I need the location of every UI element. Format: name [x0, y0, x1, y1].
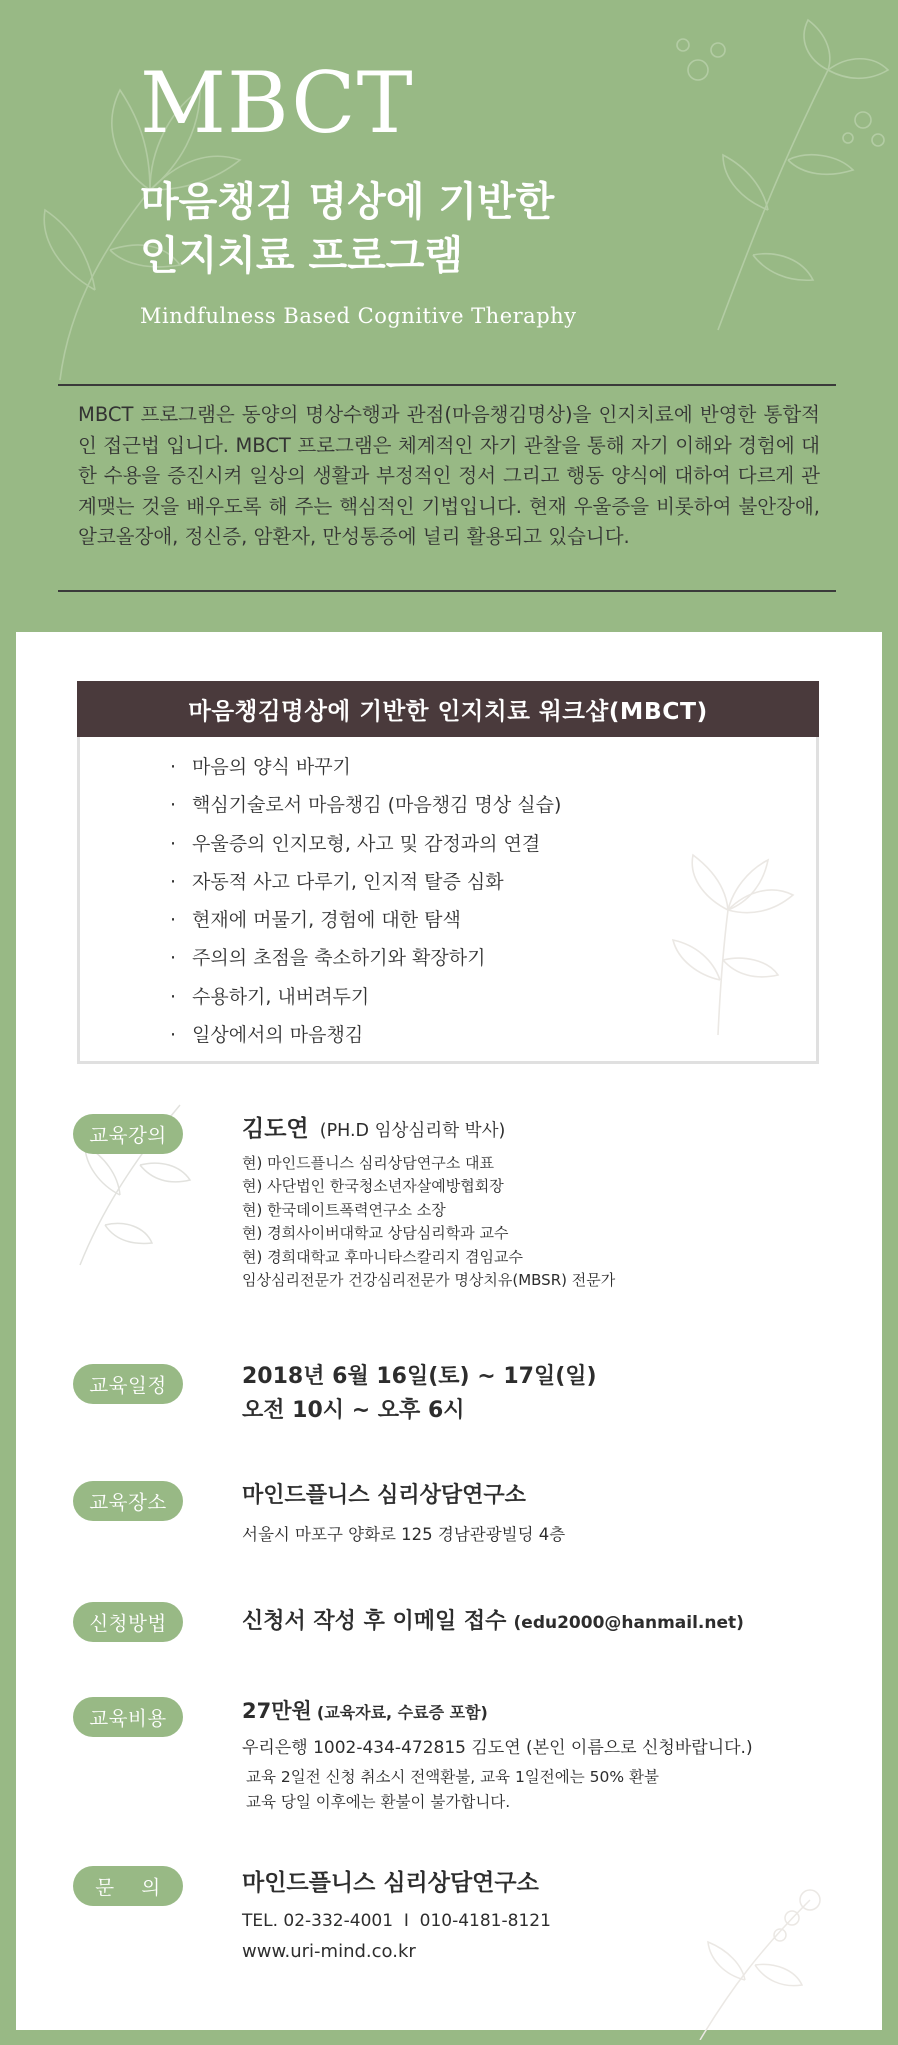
- workshop-item: [170, 939, 561, 977]
- herb-decoration-icon: [658, 10, 898, 340]
- workshop-item: [170, 748, 561, 786]
- subtitle-line-1: 마음챙김 명상에 기반한: [140, 178, 555, 225]
- cost-refund-1: 교육 2일전 신청 취소시 전액환불, 교육 1일전에는 50% 환불: [246, 1768, 659, 1786]
- intro-text: MBCT 프로그램은 동양의 명상수행과 관점(마음챙김명상)을 인지치료에 반영한 통합적인 접근법 입니다. MBCT 프로그램은 체계적인 자기 관찰을 통해 자기 이해와 경험에 대한 수용을 증진시켜 일상의 생활과 부정적인 정서 그리고 행동 양식에 대하여 다르게 관계맺는 것을 배우도록 해 주는 핵심적인 기법입니다. 현재 우울증을 비롯하여 불안장애, 알코올장애, 정신증, 암환자, 만성통증에 널리 활용되고 있습니다.: [78, 403, 820, 548]
- workshop-item-text: 현재에 머물기, 경험에 대한 탐색: [192, 909, 461, 932]
- workshop-item: [170, 1016, 561, 1054]
- cost-price-note: (교육자료, 수료증 포함): [316, 1703, 488, 1722]
- bullet: ·: [170, 909, 177, 932]
- contact-label: 문 의: [73, 1866, 183, 1906]
- career-item: 현) 한국데이트폭력연구소 소장: [242, 1200, 446, 1219]
- career-item: 임상심리전문가 건강심리전문가 명상치유(MBSR) 전문가: [242, 1271, 616, 1290]
- schedule-date: 2018년 6월 16일(토) ~ 17일(일): [242, 1364, 597, 1389]
- workshop-item: [170, 786, 561, 824]
- location-address: 서울시 마포구 양화로 125 경남관광빌딩 4층: [242, 1525, 566, 1544]
- workshop-item: [170, 863, 561, 901]
- location-name: 마인드플니스 심리상담연구소: [242, 1483, 526, 1508]
- contact-website[interactable]: www.uri-mind.co.kr: [242, 1941, 416, 1962]
- workshop-item-text: 자동적 사고 다루기, 인지적 탈증 심화: [192, 870, 504, 893]
- cost-section: [242, 1695, 753, 1815]
- cost-price: 27만원: [242, 1699, 312, 1723]
- bullet: ·: [170, 985, 177, 1008]
- workshop-title: 마음챙김명상에 기반한 인지치료 워크샵(MBCT): [77, 681, 819, 737]
- divider-bottom: [58, 590, 836, 592]
- workshop-item-text: 우울증의 인지모형, 사고 및 감정과의 연결: [192, 832, 541, 855]
- instructor-career-list: [242, 1152, 615, 1292]
- bullet: ·: [170, 1024, 177, 1047]
- instructor-degree: (PH.D 임상심리학 박사): [319, 1121, 506, 1141]
- apply-text: 신청서 작성 후 이메일 접수: [242, 1609, 507, 1634]
- workshop-item: [170, 825, 561, 863]
- page-title: MBCT: [140, 54, 414, 152]
- workshop-item: [170, 901, 561, 939]
- workshop-item-text: 핵심기술로서 마음챙김 (마음챙김 명상 실습): [192, 794, 562, 817]
- workshop-list: [170, 748, 561, 1054]
- apply-section: [242, 1604, 744, 1635]
- bullet: ·: [170, 794, 177, 817]
- contact-section: [242, 1864, 551, 1962]
- instructor-label: 교육강의: [73, 1114, 183, 1154]
- divider-top: [58, 384, 836, 386]
- schedule-time: 오전 10시 ~ 오후 6시: [242, 1398, 465, 1423]
- instructor-name: 김도연: [242, 1116, 309, 1142]
- career-item: 현) 사단법인 한국청소년자살예방협회장: [242, 1177, 504, 1196]
- bullet: ·: [170, 870, 177, 893]
- schedule-section: [242, 1360, 597, 1428]
- contact-tel: TEL. 02-332-4001 I 010-4181-8121: [242, 1911, 551, 1931]
- instructor-section: [242, 1110, 615, 1292]
- bullet: ·: [170, 832, 177, 855]
- workshop-item-text: 마음의 양식 바꾸기: [192, 756, 351, 778]
- workshop-item-text: 일상에서의 마음챙김: [192, 1024, 364, 1047]
- contact-name: 마인드플니스 심리상담연구소: [242, 1870, 539, 1896]
- bullet: ·: [170, 947, 177, 970]
- cost-label: 교육비용: [73, 1697, 183, 1737]
- workshop-item-text: 수용하기, 내버려두기: [192, 985, 370, 1008]
- workshop-item-text: 주의의 초점을 축소하기와 확장하기: [192, 947, 486, 970]
- subtitle-line-2: 인지치료 프로그램: [140, 232, 464, 279]
- cost-bank: 우리은행 1002-434-472815 김도연 (본인 이름으로 신청바랍니다.): [242, 1738, 753, 1758]
- schedule-label: 교육일정: [73, 1364, 183, 1404]
- location-section: [242, 1478, 565, 1545]
- apply-email[interactable]: (edu2000@hanmail.net): [513, 1613, 744, 1633]
- english-title: Mindfulness Based Cognitive Theraphy: [140, 304, 577, 328]
- career-item: 현) 마인드플니스 심리상담연구소 대표: [242, 1154, 494, 1172]
- career-item: 현) 경희대학교 후마니타스칼리지 겸임교수: [242, 1247, 523, 1266]
- apply-label: 신청방법: [73, 1602, 183, 1642]
- cost-refund-2: 교육 당일 이후에는 환불이 불가합니다.: [246, 1793, 511, 1811]
- workshop-item: [170, 978, 561, 1016]
- bullet: ·: [170, 756, 177, 778]
- page-subtitle: [140, 175, 554, 283]
- location-label: 교육장소: [73, 1481, 183, 1521]
- career-item: 현) 경희사이버대학교 상담심리학과 교수: [242, 1224, 509, 1243]
